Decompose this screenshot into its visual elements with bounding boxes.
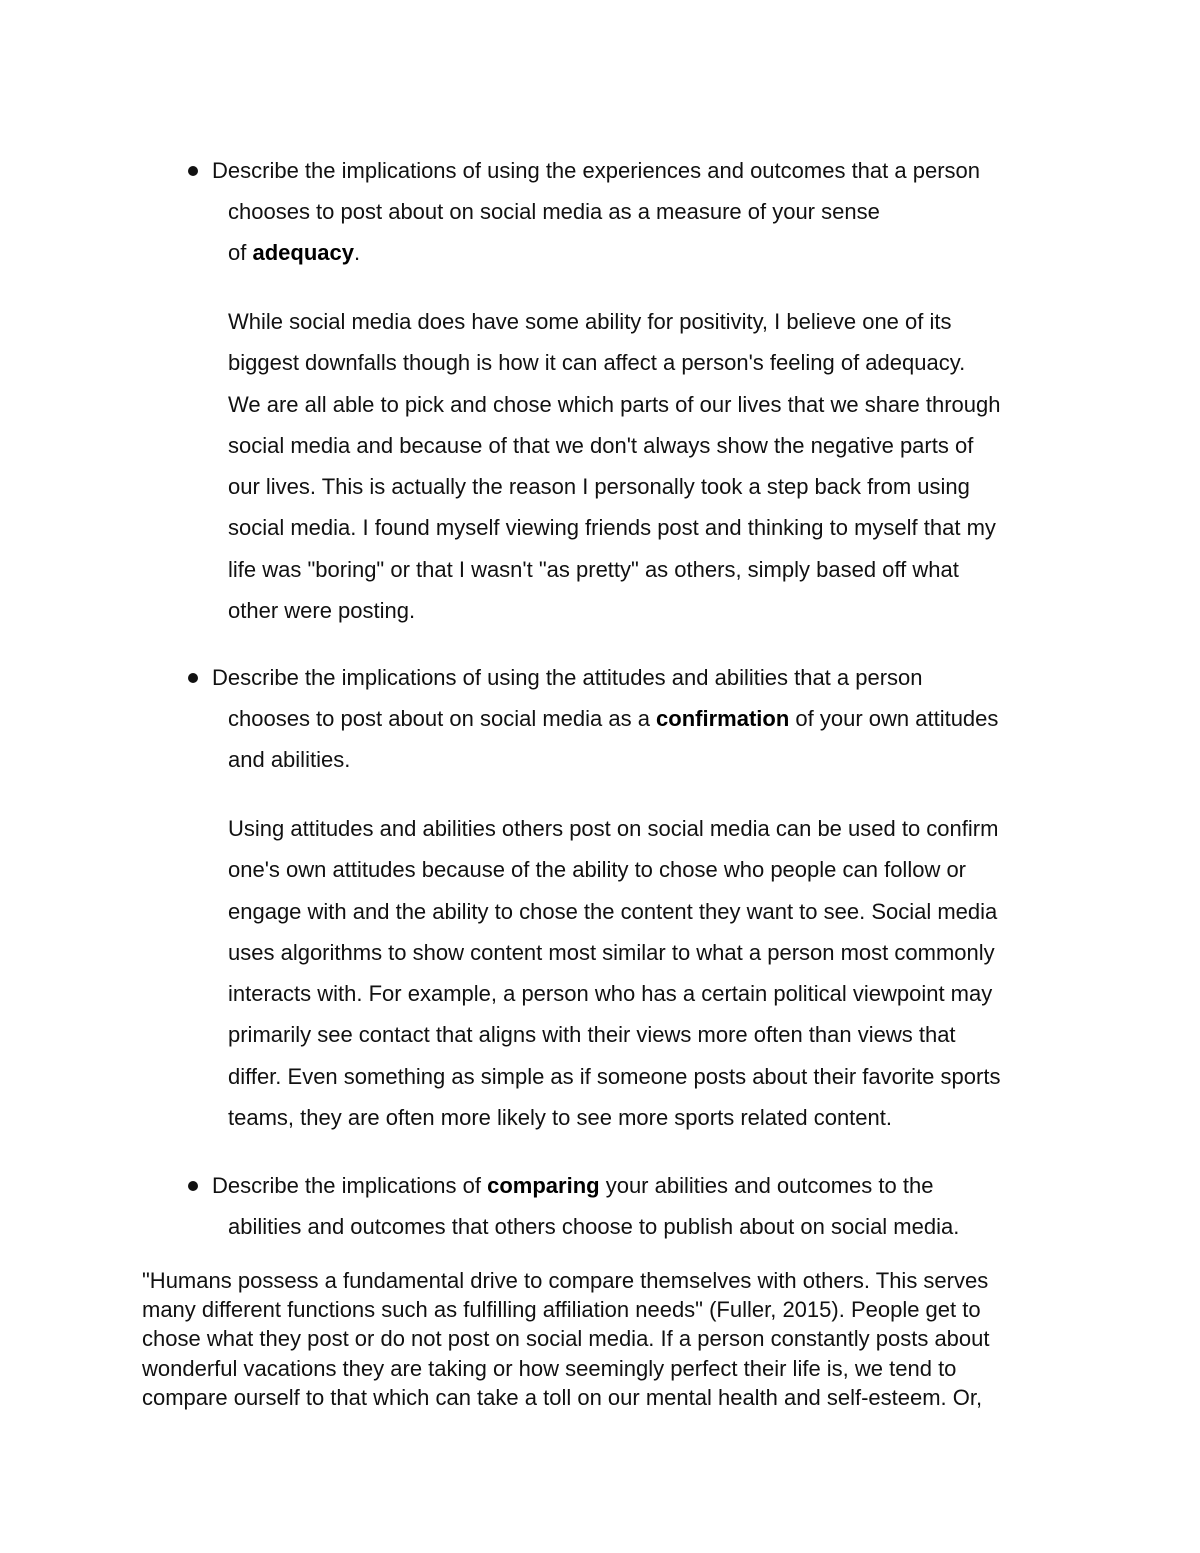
bullet-icon (188, 166, 198, 176)
answer-line: primarily see contact that aligns with their views more often than views that (228, 1022, 956, 1048)
answer-line: teams, they are often more likely to see more sports related content. (228, 1105, 892, 1131)
prompt-line: Describe the implications of using the experiences and outcomes that a person (212, 158, 980, 183)
question-1-prompt (212, 150, 1082, 273)
prompt-text: . (353, 240, 361, 265)
answer-line: our lives. This is actually the reason I personally took a step back from using (228, 474, 970, 500)
answer-line: life was "boring" or that I wasn't "as pretty" as others, simply based off what (228, 556, 959, 582)
answer-line: biggest downfalls though is how it can affect a person's feeling of adequacy. (228, 350, 966, 376)
question-3-prompt (212, 1165, 1082, 1247)
answer-line: social media. I found myself viewing friends post and thinking to myself that my (228, 515, 996, 541)
prompt-line: Describe the implications of using the attitudes and abilities that a person (212, 665, 923, 690)
paragraph-line: compare ourself to that which can take a toll on our mental health and self-esteem. Or, (142, 1384, 983, 1410)
prompt-text: of your own attitudes (789, 706, 999, 731)
question-2-answer (228, 808, 1068, 1138)
question-2-prompt (212, 657, 1082, 780)
prompt-line: chooses to post about on social media as a measure of your sense (228, 199, 880, 224)
bullet-icon (188, 673, 198, 683)
answer-line: differ. Even something as simple as if someone posts about their favorite sports (228, 1063, 1001, 1089)
bullet-icon (188, 1181, 198, 1191)
answer-line: Using attitudes and abilities others post on social media can be used to confirm (228, 816, 999, 841)
answer-line: We are all able to pick and chose which parts of our lives that we share through (228, 391, 1001, 417)
answer-line: While social media does have some ability for positivity, I believe one of its (228, 309, 952, 334)
prompt-line (212, 232, 1082, 273)
question-1-answer (228, 301, 1068, 631)
prompt-text: chooses to post about on social media as a (228, 706, 657, 731)
paragraph-line: many different functions such as fulfilling affiliation needs" (Fuller, 2015). People get to (142, 1297, 981, 1323)
paragraph-line: wonderful vacations they are taking or how seemingly perfect their life is, we tend to (142, 1355, 957, 1381)
answer-line: interacts with. For example, a person who has a certain political viewpoint may (228, 981, 993, 1007)
emphasis-comparing: comparing (487, 1173, 600, 1198)
prompt-text: Describe the implications of (212, 1173, 488, 1198)
prompt-text: your abilities and outcomes to the (599, 1173, 934, 1198)
prompt-line (212, 1165, 1082, 1206)
prompt-line (212, 698, 1082, 739)
prompt-line: abilities and outcomes that others choose to publish about on social media. (228, 1214, 960, 1239)
answer-line: other were posting. (228, 598, 416, 624)
answer-line: social media and because of that we don't always show the negative parts of (228, 432, 974, 458)
closing-paragraph (142, 1266, 1067, 1412)
emphasis-confirmation: confirmation (656, 706, 790, 731)
prompt-line: and abilities. (228, 747, 351, 772)
answer-line: uses algorithms to show content most similar to what a person most commonly (228, 939, 995, 965)
answer-line: one's own attitudes because of the ability to chose who people can follow or (228, 857, 966, 883)
paragraph-line: "Humans possess a fundamental drive to compare themselves with others. This serves (142, 1268, 989, 1293)
paragraph-line: chose what they post or do not post on social media. If a person constantly posts about (142, 1326, 990, 1352)
prompt-text: of (228, 240, 253, 265)
emphasis-adequacy: adequacy (252, 240, 354, 265)
answer-line: engage with and the ability to chose the content they want to see. Social media (228, 898, 998, 924)
